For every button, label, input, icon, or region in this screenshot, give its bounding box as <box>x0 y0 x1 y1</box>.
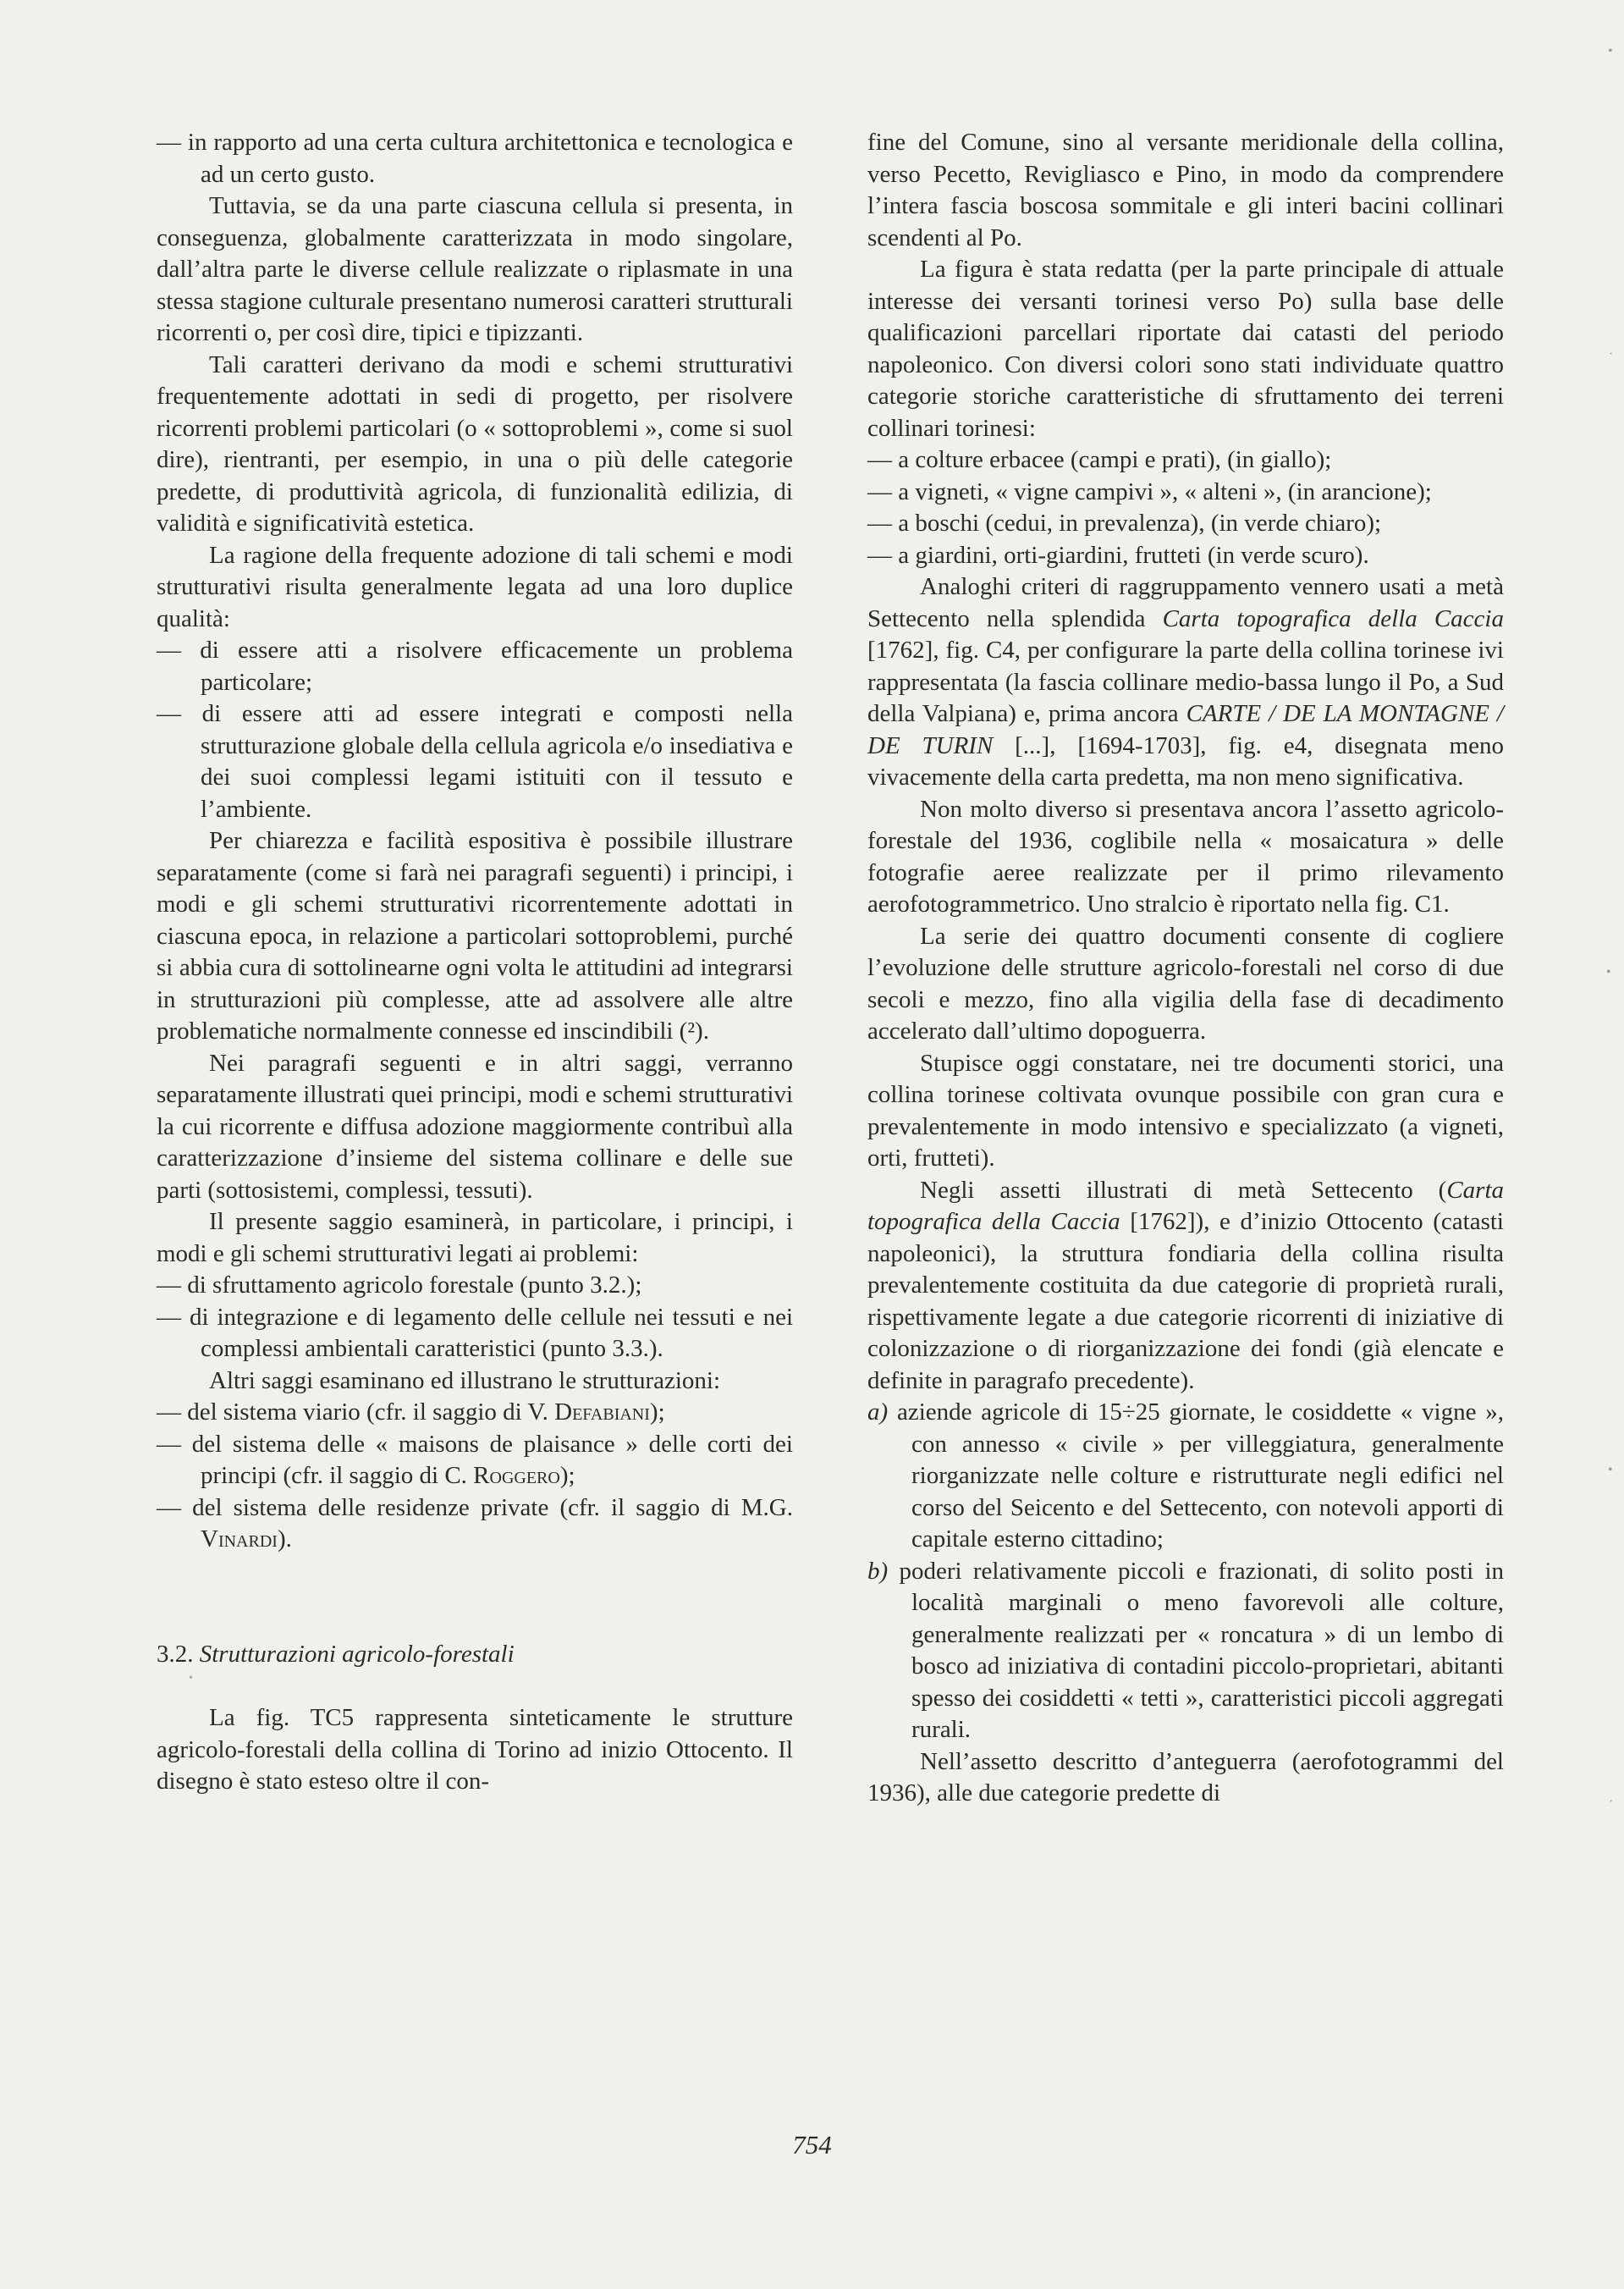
page-speck: • <box>189 1672 193 1685</box>
left-column <box>157 127 793 1798</box>
list-item <box>867 1556 1504 1746</box>
list-item: — di essere atti a risolvere efficacemente un problema particolare; <box>157 637 793 696</box>
list-item-text: — del sistema viario (cfr. il saggio di V. <box>157 1398 555 1426</box>
list-item <box>157 1397 793 1429</box>
author-name: Roggero <box>473 1462 560 1489</box>
map-title: Carta topografica della Caccia <box>867 1176 1504 1235</box>
list-item: — di sfruttamento agricolo forestale (punto 3.2.); <box>157 1271 642 1299</box>
paragraph: La serie dei quattro documenti consente di cogliere l’evoluzione delle strutture agricolo-forestali nel corso di due secoli e mezzo, fino alla vigilia della fase di decadimento accelerato dall’ultimo dopoguerra. <box>867 922 1504 1045</box>
list-item-text: poderi relativamente piccoli e frazionati, di solito posti in località marginali o meno favorevoli alle colture, generalmente realizzati per « roncatura » di un lembo di bosco ad iniziativa di contadini piccolo-proprietari, abitanti spesso dei cosiddetti « tetti », caratteristici piccoli aggregati rurali. <box>888 1557 1504 1743</box>
paragraph: La ragione della frequente adozione di tali schemi e modi strutturativi risulta generalmente legata ad una loro duplice qualità: <box>157 541 793 632</box>
paragraph: — in rapporto ad una certa cultura architettonica e tecnologica e ad un certo gusto. <box>157 129 793 188</box>
list-item-text: ). <box>277 1525 292 1553</box>
map-title: CARTE / DE LA MONTAGNE / DE TURIN <box>867 700 1504 759</box>
list-item <box>867 1397 1504 1556</box>
list-item: — a boschi (cedui, in prevalenza), (in verde chiaro); <box>867 510 1382 537</box>
paragraph <box>867 571 1504 794</box>
list-item-text: — del sistema delle « maisons de plaisance » delle corti dei principi (cfr. il saggio di C. <box>157 1430 793 1489</box>
paragraph: Stupisce oggi constatare, nei tre documenti storici, una collina torinese coltivata ovunque possibile con gran cura e prevalentemente in modo intensivo e specializzato (a vigneti, orti, frutteti). <box>867 1049 1504 1172</box>
paragraph: La figura è stata redatta (per la parte principale di attuale interesse dei versanti torinesi verso Po) sulla base delle qualificazioni parcellari riportate dai catasti del periodo napoleonico. Con diversi colori sono stati individuate quattro categorie storiche caratteristiche di sfruttamento dei terreni collinari torinesi: <box>867 256 1504 442</box>
section-title: Strutturazioni agricolo-forestali <box>199 1640 515 1668</box>
paragraph: fine del Comune, sino al versante meridionale della collina, verso Pecetto, Revigliasco e Pino, in modo da comprendere l’intera fascia boscosa sommitale e gli interi bacini collinari scendenti al Po. <box>867 129 1504 251</box>
list-item-text: — del sistema delle residenze private (cfr. il saggio di M.G. <box>157 1493 793 1521</box>
section-heading <box>157 1639 793 1671</box>
author-name: Vinardi <box>201 1525 278 1553</box>
margin-speck: • <box>1606 965 1611 979</box>
list-item <box>157 1492 793 1556</box>
paragraph-text: [...], [1694-1703], fig. e4, disegnata meno vivacemente della carta predetta, ma non meno significativa. <box>867 731 1504 791</box>
paragraph <box>867 1175 1504 1398</box>
section-number: 3.2. <box>157 1640 200 1668</box>
paragraph-text: Negli assetti illustrati di metà Settecento ( <box>920 1176 1447 1204</box>
list-label: b) <box>867 1557 889 1585</box>
right-column <box>867 127 1504 1810</box>
list-item: — di essere atti ad essere integrati e composti nella strutturazione globale della cellula agricola e/o insediativa e dei suoi complessi legami istituiti con il tessuto e l’ambiente. <box>157 700 793 823</box>
paragraph: Tali caratteri derivano da modi e schemi strutturativi frequentemente adottati in sedi di progetto, per risolvere ricorrenti problemi particolari (o « sottoproblemi », come si suol dire), rientranti, per esempio, in una o più delle categorie predette, di produttività agricola, di funzionalità edilizia, di validità e significatività estetica. <box>157 350 793 537</box>
list-item: — a vigneti, « vigne campivi », « alteni », (in arancione); <box>867 477 1432 505</box>
paragraph-text: [1762], fig. C4, per configurare la parte della collina torinese ivi rappresentata (la fascia collinare medio-bassa lungo il Po, a Sud della Valpiana) e, prima ancora <box>867 637 1504 727</box>
page-number: 754 <box>792 2130 832 2159</box>
paragraph-text: Analoghi criteri di raggruppamento vennero usati a metà Settecento nella splendida <box>867 573 1504 632</box>
list-label: a) <box>867 1398 889 1426</box>
list-item: — a giardini, orti-giardini, frutteti (in verde scuro). <box>867 541 1369 569</box>
list-item: — di integrazione e di legamento delle cellule nei tessuti e nei complessi ambientali caratteristici (punto 3.3.). <box>157 1303 793 1362</box>
paragraph: Nei paragrafi seguenti e in altri saggi, verranno separatamente illustrati quei principi, modi e schemi strutturativi la cui ricorrente e diffusa adozione maggiormente contribuì alla caratterizzazione d’insieme del sistema collinare e delle sue parti (sottosistemi, complessi, tessuti). <box>157 1049 793 1204</box>
paragraph: Altri saggi esaminano ed illustrano le strutturazioni: <box>209 1366 721 1394</box>
paragraph: La fig. TC5 rappresenta sinteticamente le strutture agricolo-forestali della collina di Torino ad inizio Ottocento. Il disegno è stato esteso oltre il con- <box>157 1704 793 1795</box>
margin-speck: • <box>1608 44 1613 58</box>
paragraph-text: [1762]), e d’inizio Ottocento (catasti napoleonici), la struttura fondiaria della collina risulta prevalentemente costituita da due categorie di proprietà rurali, rispettivamente legate a due categorie ricorrenti di iniziative di colonizzazione o di riorganizzazione dei fondi (già elencate e definite in paragrafo precedente). <box>867 1208 1504 1394</box>
list-item <box>157 1429 793 1492</box>
paragraph: Il presente saggio esaminerà, in particolare, i principi, i modi e gli schemi strutturativi legati ai problemi: <box>157 1208 793 1267</box>
margin-speck: • <box>1608 1463 1613 1477</box>
list-item-text: aziende agricole di 15÷25 giornate, le cosiddette « vigne », con annesso « civile » per villeggiatura, generalmente riorganizzate nelle colture e ristrutturate negli edifici nel corso del Seicento e del Settecento, con notevoli apporti di capitale esterno cittadino; <box>888 1398 1504 1553</box>
margin-speck: · <box>1609 347 1614 361</box>
list-item-text: ); <box>649 1398 665 1426</box>
author-name: Defabiani <box>554 1398 650 1426</box>
paragraph: Tuttavia, se da una parte ciascuna cellula si presenta, in conseguenza, globalmente caratterizzata in modo singolare, dall’altra parte le diverse cellule realizzate o riplasmate in una stessa stagione culturale presentano numerosi caratteri strutturali ricorrenti o, per così dire, tipici e tipizzanti. <box>157 192 793 346</box>
margin-speck: · <box>1609 1795 1614 1809</box>
map-title: Carta topografica della Caccia <box>1162 604 1504 632</box>
paragraph: Per chiarezza e facilità espositiva è possibile illustrare separatamente (come si farà nei paragrafi seguenti) i principi, i modi e gli schemi strutturativi ricorrentemente adottati in ciascuna epoca, in relazione a particolari sottoproblemi, purché si abbia cura di sottolinearne ogni volta le attitudini ad integrarsi in strutturazioni più complesse, atte ad assolvere alle altre problematiche normalmente connesse ed inscindibili (²). <box>157 827 793 1045</box>
list-item: — a colture erbacee (campi e prati), (in giallo); <box>867 446 1332 473</box>
paragraph: Non molto diverso si presentava ancora l’assetto agricolo-forestale del 1936, coglibile nella « mosaicatura » delle fotografie aeree realizzate per il primo rilevamento aerofotogrammetrico. Uno stralcio è riportato nella fig. C1. <box>867 795 1504 918</box>
paragraph: Nell’assetto descritto d’anteguerra (aerofotogrammi del 1936), alle due categorie predette di <box>867 1747 1504 1806</box>
list-item-text: ); <box>559 1462 575 1489</box>
